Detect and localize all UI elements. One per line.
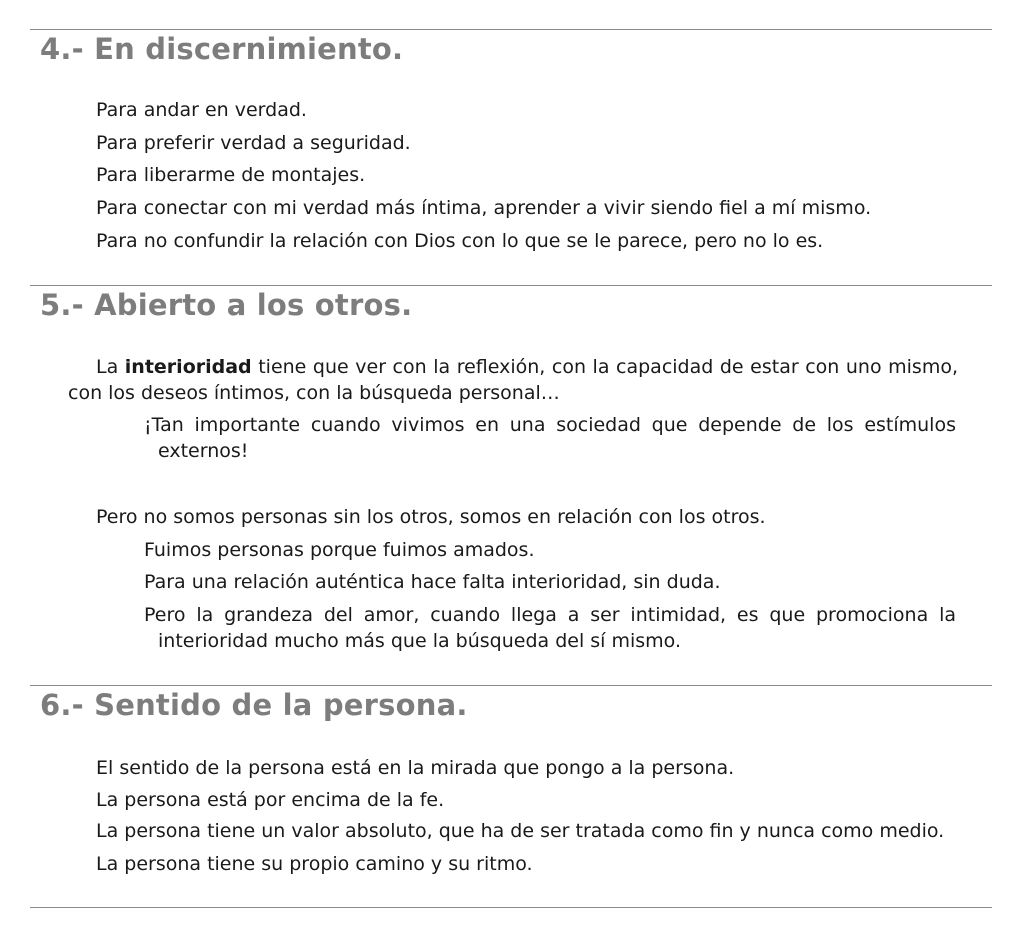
section-5-intro-paragraph: [68, 354, 958, 406]
section-6-line-1: El sentido de la persona está en la mirada que pongo a la persona.: [96, 757, 735, 779]
section-6-line-3: La persona tiene un valor absoluto, que ha de ser tratada como fin y nunca como medio.: [96, 820, 945, 842]
section-4-line-4: Para conectar con mi verdad más íntima, aprender a vivir siendo fiel a mí mismo.: [96, 197, 872, 219]
section-5-main-line: Pero no somos personas sin los otros, somos en relación con los otros.: [96, 506, 766, 528]
divider-section-5: [30, 285, 992, 286]
section-5-quote: ¡Tan importante cuando vivimos en una sociedad que depende de los estímulos externos!: [144, 414, 956, 462]
section-5-sub-line-2: Para una relación auténtica hace falta interioridad, sin duda.: [144, 571, 721, 593]
intro-text-start: La: [96, 356, 125, 378]
section-4-line-2: Para preferir verdad a seguridad.: [96, 132, 411, 154]
section-4-heading: 4.- En discernimiento.: [40, 32, 404, 66]
intro-text-end: tiene que ver con la reflexión, con la capacidad de estar con uno mismo, con los deseos íntimos, con la búsqueda personal…: [68, 356, 958, 404]
divider-section-6: [30, 685, 992, 686]
section-6-line-2: La persona está por encima de la fe.: [96, 789, 445, 811]
section-5-sub-line-1: Fuimos personas porque fuimos amados.: [144, 539, 535, 561]
intro-bold-term: interioridad: [124, 356, 252, 378]
section-4-line-5: Para no confundir la relación con Dios con lo que se le parece, pero no lo es.: [96, 230, 824, 252]
section-5-heading: 5.- Abierto a los otros.: [40, 288, 413, 322]
section-6-line-4: La persona tiene su propio camino y su ritmo.: [96, 853, 533, 875]
divider-bottom: [30, 907, 992, 908]
section-4-line-3: Para liberarme de montajes.: [96, 164, 366, 186]
section-6-heading: 6.- Sentido de la persona.: [40, 688, 468, 722]
divider-top: [30, 29, 992, 30]
section-5-sub-line-3: Pero la grandeza del amor, cuando llega a ser intimidad, es que promociona la interioridad mucho más que la búsqueda del sí mismo.: [144, 604, 956, 652]
section-4-line-1: Para andar en verdad.: [96, 99, 307, 121]
